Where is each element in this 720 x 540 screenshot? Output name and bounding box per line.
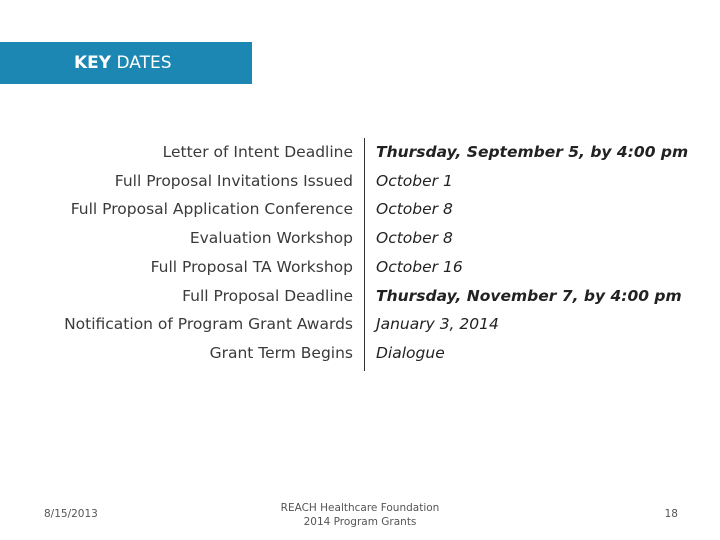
banner-title-bold: KEY: [74, 53, 112, 73]
date-label: Notification of Program Grant Awards: [64, 315, 353, 334]
footer-date: 8/15/2013: [44, 508, 98, 520]
date-label: Letter of Intent Deadline: [162, 143, 353, 161]
date-label: Grant Term Begins: [209, 343, 353, 362]
column-divider: [364, 138, 365, 371]
date-values-column: [376, 138, 688, 368]
date-value: October 16: [376, 257, 463, 276]
date-labels-column: [64, 138, 353, 368]
date-value: January 3, 2014: [376, 315, 499, 334]
date-label: Evaluation Workshop: [189, 229, 353, 248]
page-number: 18: [664, 508, 678, 520]
date-value: October 8: [376, 229, 453, 248]
date-value: October 1: [376, 171, 453, 190]
section-banner: [0, 42, 252, 84]
footer-program: 2014 Program Grants: [303, 516, 417, 528]
footer-organization: [281, 501, 440, 529]
date-value: Thursday, September 5, by 4:00 pm: [376, 143, 689, 161]
banner-title-rest: DATES: [116, 53, 172, 73]
date-label: Full Proposal Invitations Issued: [114, 171, 353, 190]
date-label: Full Proposal Application Conference: [70, 200, 353, 219]
date-label: Full Proposal Deadline: [182, 286, 353, 305]
date-value: October 8: [376, 200, 453, 219]
date-label: Full Proposal TA Workshop: [150, 257, 353, 276]
date-value: Dialogue: [376, 343, 445, 362]
date-value: Thursday, November 7, by 4:00 pm: [376, 286, 682, 305]
footer-org-name: REACH Healthcare Foundation: [280, 502, 440, 514]
